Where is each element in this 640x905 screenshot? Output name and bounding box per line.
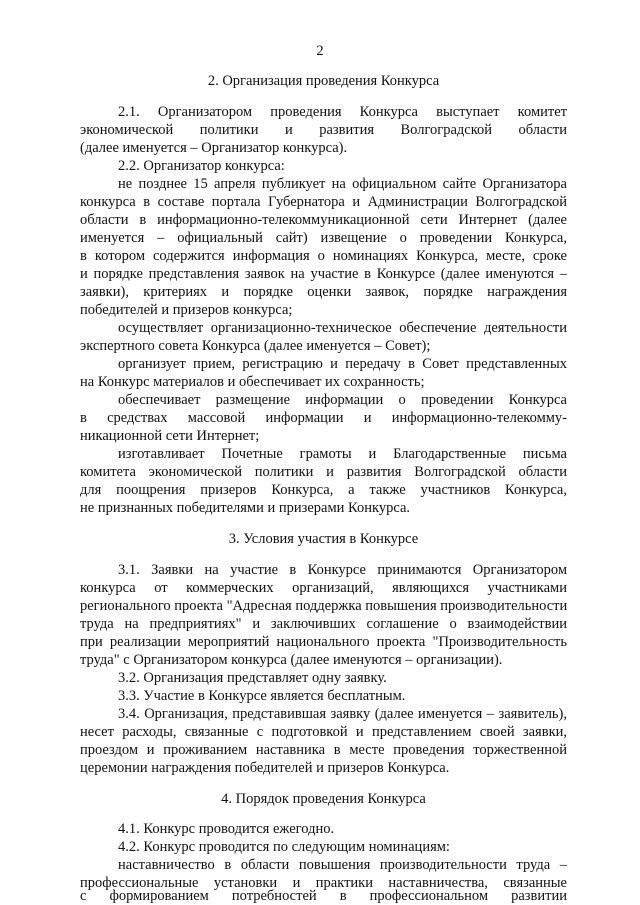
paragraph-line: на Конкурс материалов и обеспечивает их сохранность; <box>80 374 425 390</box>
paragraph-line: при реализации мероприятий национального проекта "Производительность <box>80 634 567 650</box>
paragraph-line: именуется – официальный сайт) извещение о проведении Конкурса, <box>80 230 567 246</box>
section-2-heading: 2. Организация проведения Конкурса <box>207 73 440 89</box>
paragraph-line: несет расходы, связанные с подготовкой и представлением своей заявки, <box>80 724 567 740</box>
paragraph-line: 3.2. Организация представляет одну заявку. <box>118 670 387 686</box>
paragraph-line: заявки), критериях и порядке оценки заявок, порядке награждения <box>80 284 567 300</box>
paragraph-line: победителей и призеров конкурса; <box>80 302 293 318</box>
paragraph-line: наставничество в области повышения производительности труда – <box>118 857 567 873</box>
paragraph-line: никационной сети Интернет; <box>80 428 260 444</box>
page-number: 2 <box>316 43 324 59</box>
paragraph-line: области в информационно-телекоммуникационной сети Интернет (далее <box>80 212 567 228</box>
paragraph-line: профессиональные установки и практики наставничества, связанные <box>80 875 567 891</box>
paragraph-line: 4.2. Конкурс проводится по следующим номинациям: <box>118 839 450 855</box>
paragraph-line: 3.4. Организация, представившая заявку (далее именуется – заявитель), <box>118 706 567 722</box>
paragraph-line: 4.1. Конкурс проводится ежегодно. <box>118 821 335 837</box>
section-3-heading: 3. Условия участия в Конкурсе <box>228 531 419 547</box>
paragraph-line: в котором содержится информация о номинациях Конкурса, месте, сроке <box>80 248 567 264</box>
paragraph-line: осуществляет организационно-техническое обеспечение деятельности <box>118 320 567 336</box>
paragraph-line: (далее именуется – Организатор конкурса). <box>80 140 348 156</box>
paragraph-line: конкурса в составе портала Губернатора и Администрации Волгоградской <box>80 194 567 210</box>
paragraph-line: 2.2. Организатор конкурса: <box>118 158 285 174</box>
paragraph-line: 3.1. Заявки на участие в Конкурсе принимаются Организатором <box>118 562 567 578</box>
paragraph-line: и порядке представления заявок на участие в Конкурсе (далее именуются – <box>80 266 567 282</box>
paragraph-line: обеспечивает размещение информации о проведении Конкурса <box>118 392 567 408</box>
paragraph-line: экономической политики и развития Волгоградской области <box>80 122 567 138</box>
paragraph-line: труда" с Организатором конкурса (далее именуются – организации). <box>80 652 503 668</box>
paragraph-line: труда на предприятиях" и заключивших соглашение о взаимодействии <box>80 616 567 632</box>
paragraph-line: не признанных победителями и призерами Конкурса. <box>80 500 411 516</box>
paragraph-line: комитета экономической политики и развития Волгоградской области <box>80 464 567 480</box>
paragraph-line: конкурса от коммерческих организаций, являющихся участниками <box>80 580 567 596</box>
paragraph-line: с формированием потребностей в профессиональном развитии <box>80 888 567 904</box>
paragraph-line: экспертного совета Конкурса (далее именуется – Совет); <box>80 338 431 354</box>
paragraph-line: 2.1. Организатором проведения Конкурса выступает комитет <box>118 104 567 120</box>
paragraph-line: для поощрения призеров Конкурса, а также участников Конкурса, <box>80 482 567 498</box>
paragraph-line: изготавливает Почетные грамоты и Благодарственные письма <box>118 446 567 462</box>
section-4-heading: 4. Порядок проведения Конкурса <box>221 791 426 807</box>
paragraph-line: организует прием, регистрацию и передачу в Совет представленных <box>118 356 567 372</box>
paragraph-line: в средствах массовой информации и информационно-телекомму- <box>80 410 567 426</box>
paragraph-line: церемонии награждения победителей и призеров Конкурса. <box>80 760 450 776</box>
paragraph-line: не позднее 15 апреля публикует на официальном сайте Организатора <box>118 176 567 192</box>
paragraph-line: проездом и проживанием наставника в месте проведения торжественной <box>80 742 567 758</box>
paragraph-line: регионального проекта "Адресная поддержка повышения производительности <box>80 598 568 614</box>
paragraph-line: 3.3. Участие в Конкурсе является бесплатным. <box>118 688 406 704</box>
